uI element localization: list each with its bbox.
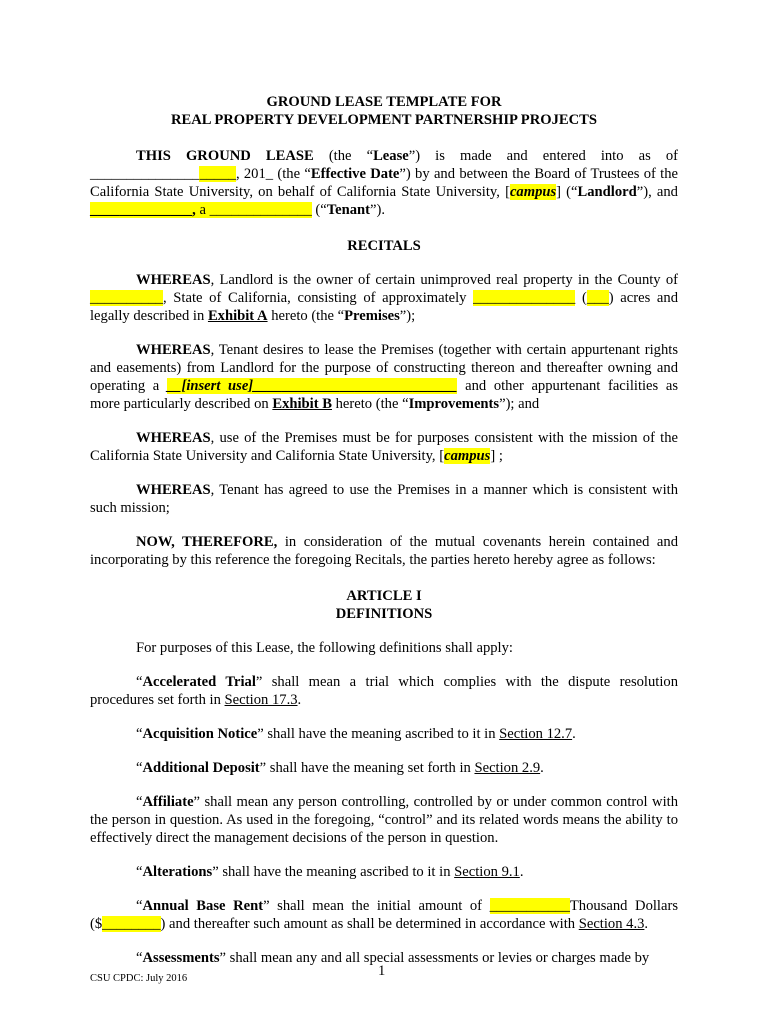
article-title: DEFINITIONS bbox=[335, 606, 433, 622]
whereas-lead: WHEREAS bbox=[136, 482, 211, 498]
exhibit-b-ref: Exhibit B bbox=[272, 396, 332, 412]
blank-county: __________ bbox=[90, 290, 163, 306]
whereas-text: , State of California, consisting of approximately bbox=[162, 290, 474, 306]
section-ref: Section 9.1 bbox=[454, 864, 520, 880]
intro-text: ] (“ bbox=[556, 184, 578, 200]
definition-alterations bbox=[90, 863, 678, 881]
definition-text: ” shall have the meaning ascribed to it in bbox=[257, 726, 500, 742]
definition-term: Annual Base Rent bbox=[142, 898, 264, 914]
quote-mark: “ bbox=[136, 864, 143, 880]
term-premises: Premises bbox=[344, 308, 400, 324]
quote-mark: “ bbox=[136, 674, 143, 690]
footer-label: CSU CPDC: July 2016 bbox=[90, 973, 188, 984]
definition-text: ” shall mean any and all special assessments or levies or charges made by bbox=[219, 950, 650, 966]
definition-term: Alterations bbox=[142, 864, 213, 880]
quote-mark: “ bbox=[136, 760, 143, 776]
definition-text: . bbox=[540, 760, 544, 776]
definition-accelerated-trial bbox=[90, 673, 678, 709]
definition-annual-base-rent bbox=[90, 897, 678, 933]
definition-term: Additional Deposit bbox=[142, 760, 260, 776]
title-line-1: GROUND LEASE TEMPLATE FOR bbox=[266, 94, 502, 110]
whereas-text: hereto (the “ bbox=[267, 308, 345, 324]
quote-mark: “ bbox=[136, 950, 143, 966]
definition-text: . bbox=[644, 916, 649, 932]
section-ref: Section 17.3 bbox=[224, 692, 298, 708]
blank-field-highlighted: ______________ bbox=[209, 202, 312, 218]
whereas-text: and other appurtenant facilities as more particularly described on bbox=[90, 378, 679, 412]
article-number: ARTICLE I bbox=[346, 588, 422, 604]
insert-use-placeholder: __[insert use]____________________________ bbox=[166, 378, 458, 394]
definition-text: . bbox=[519, 864, 524, 880]
definition-term: Accelerated Trial bbox=[142, 674, 256, 690]
definition-term: Affiliate bbox=[142, 794, 194, 810]
blank-amount-words: ___________ bbox=[489, 898, 570, 914]
term-landlord: Landlord bbox=[577, 184, 637, 200]
whereas-text: ”); and bbox=[499, 396, 540, 412]
whereas-paragraph-2 bbox=[90, 341, 678, 413]
whereas-paragraph-4 bbox=[90, 481, 678, 517]
definition-text: ” shall mean any person controlling, controlled by or under common control with the person in question. As used in the foregoing, “control” and its related words means the ability to effectively direct the management decisions of the person in question. bbox=[90, 794, 678, 846]
intro-text: ”), and bbox=[636, 184, 678, 200]
intro-text: (the “ bbox=[313, 148, 374, 164]
now-therefore-lead: NOW, THEREFORE, bbox=[136, 534, 278, 550]
whereas-lead: WHEREAS bbox=[136, 430, 211, 446]
whereas-text: , Landlord is the owner of certain unimproved real property in the County of bbox=[210, 272, 678, 288]
definition-text: . bbox=[297, 692, 302, 708]
whereas-paragraph-1 bbox=[90, 271, 678, 325]
document-title bbox=[90, 93, 678, 129]
now-therefore-paragraph bbox=[90, 533, 678, 569]
intro-text: ”) by and between the Board of Trustees of the California State University, on behalf of California State University, [ bbox=[90, 166, 679, 200]
term-lease: Lease bbox=[373, 148, 409, 164]
whereas-text: ] ; bbox=[490, 448, 503, 464]
whereas-lead: WHEREAS bbox=[136, 272, 211, 288]
definition-acquisition-notice bbox=[90, 725, 678, 743]
term-effective-date: Effective Date bbox=[310, 166, 400, 182]
title-line-2: REAL PROPERTY DEVELOPMENT PARTNERSHIP PROJECTS bbox=[170, 112, 598, 128]
section-ref: Section 12.7 bbox=[499, 726, 573, 742]
blank-acres-number: ___ bbox=[586, 290, 609, 306]
whereas-text: ) acres and legally described in bbox=[90, 290, 678, 324]
blank-field: _______________ bbox=[90, 166, 200, 182]
definition-text: . bbox=[572, 726, 576, 742]
definition-affiliate bbox=[90, 793, 678, 847]
definition-text: ” shall have the meaning set forth in bbox=[259, 760, 475, 776]
recitals-heading: RECITALS bbox=[347, 238, 421, 254]
section-ref: Section 4.3 bbox=[578, 916, 645, 932]
whereas-paragraph-3 bbox=[90, 429, 678, 465]
whereas-text: hereto (the “ bbox=[331, 396, 409, 412]
term-tenant: Tenant bbox=[326, 202, 371, 218]
section-ref: Section 2.9 bbox=[474, 760, 541, 776]
blank-field-highlighted: _____ bbox=[199, 166, 236, 182]
blank-field-highlighted: ______________, bbox=[90, 202, 196, 218]
blank-acres: ______________ bbox=[473, 290, 576, 306]
whereas-lead: WHEREAS bbox=[136, 342, 211, 358]
definition-text: ” shall have the meaning ascribed to it in bbox=[212, 864, 455, 880]
document-body bbox=[90, 93, 678, 967]
intro-lead: THIS GROUND LEASE bbox=[136, 148, 314, 164]
whereas-text: , use of the Premises must be for purposes consistent with the mission of the California State University and California State University, [ bbox=[90, 430, 678, 464]
whereas-text: ( bbox=[575, 290, 587, 306]
intro-text: ”). bbox=[370, 202, 386, 218]
whereas-text: , Tenant desires to lease the Premises (together with certain appurtenant rights and easements) from Landlord for the purpose of constructing thereon and thereafter owning and operating a bbox=[90, 342, 678, 394]
definition-text: Thousand Dollars ($ bbox=[90, 898, 678, 932]
quote-mark: “ bbox=[136, 726, 143, 742]
definition-text: ” shall mean the initial amount of bbox=[263, 898, 490, 914]
definition-term: Assessments bbox=[142, 950, 220, 966]
now-therefore-text: in consideration of the mutual covenants herein contained and incorporating by this reference the foregoing Recitals, the parties hereto hereby agree as follows: bbox=[90, 534, 678, 568]
exhibit-a-ref: Exhibit A bbox=[207, 308, 268, 324]
article-heading bbox=[90, 587, 678, 623]
term-improvements: Improvements bbox=[408, 396, 500, 412]
campus-placeholder: campus bbox=[444, 448, 491, 464]
definition-additional-deposit bbox=[90, 759, 678, 777]
whereas-text: , Tenant has agreed to use the Premises in a manner which is consistent with such mission; bbox=[90, 482, 678, 516]
intro-text: ”) is made and entered into as of bbox=[408, 148, 678, 164]
definitions-intro: For purposes of this Lease, the following definitions shall apply: bbox=[136, 640, 513, 656]
quote-mark: “ bbox=[136, 794, 143, 810]
whereas-text: ”); bbox=[399, 308, 416, 324]
intro-paragraph bbox=[90, 147, 678, 219]
campus-placeholder: campus bbox=[509, 184, 557, 200]
intro-text-highlighted: a bbox=[195, 202, 210, 218]
quote-mark: “ bbox=[136, 898, 143, 914]
definition-term: Acquisition Notice bbox=[142, 726, 258, 742]
intro-text: , 201_ (the “ bbox=[235, 166, 311, 182]
definition-text: ” shall mean a trial which complies with the dispute resolution procedures set forth in bbox=[90, 674, 678, 708]
blank-amount-number: ________ bbox=[102, 916, 161, 932]
page-number: 1 bbox=[378, 963, 386, 979]
intro-text: (“ bbox=[311, 202, 327, 218]
definition-text: ) and thereafter such amount as shall be determined in accordance with bbox=[160, 916, 579, 932]
